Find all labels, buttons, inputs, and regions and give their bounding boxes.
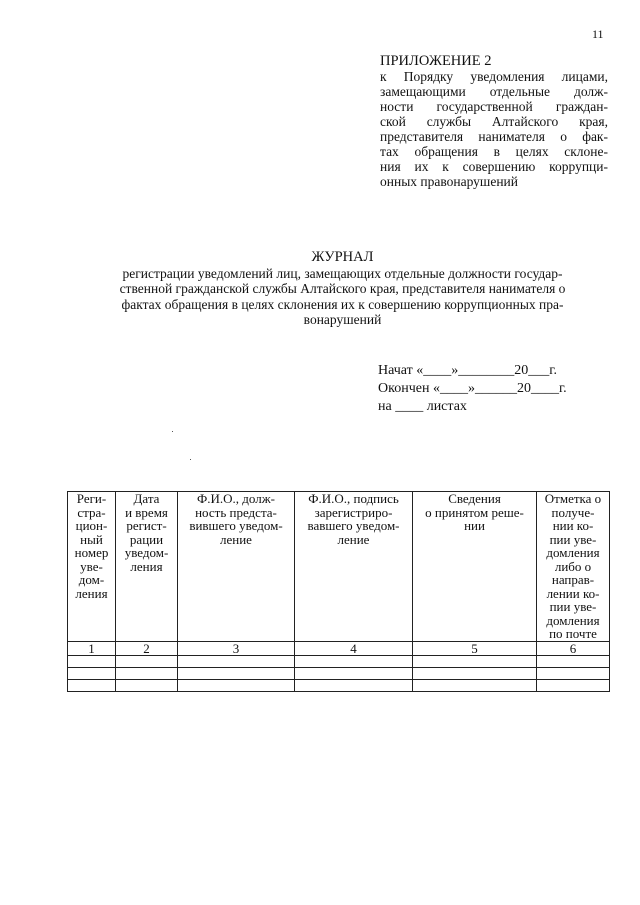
table-cell[interactable] — [116, 679, 178, 691]
started-date-line: Начат «____»________20___г. — [378, 363, 557, 378]
column-number: 5 — [413, 641, 537, 655]
appendix-title: ПРИЛОЖЕНИЕ 2 — [380, 53, 492, 69]
appendix-line: ности государственной граждан- — [380, 99, 608, 114]
journal-table — [67, 491, 610, 692]
sheets-count-line: на ____ листах — [378, 399, 467, 414]
table-cell[interactable] — [413, 655, 537, 667]
appendix-line: ния их к совершению коррупци- — [380, 159, 608, 174]
ended-date-line: Окончен «____»______20____г. — [378, 381, 567, 396]
journal-subtitle-line: фактах обращения в целях склонения их к совершению коррупционных пра- — [121, 296, 564, 312]
page-number: 11 — [592, 27, 604, 41]
column-number: 1 — [68, 641, 116, 655]
column-number: 3 — [178, 641, 295, 655]
table-cell[interactable] — [68, 667, 116, 679]
appendix-line: замещающими отдельные долж- — [380, 84, 608, 99]
header-cell-registration-date: Дата и время регист- рации уведом- ления — [116, 492, 178, 642]
journal-subtitle-line: регистрации уведомлений лиц, замещающих отдельные должности государ- — [122, 265, 563, 281]
appendix-line: к Порядку уведомления лицами, — [380, 69, 608, 84]
appendix-line: представителя нанимателя о фак- — [380, 129, 608, 144]
table-cell[interactable] — [116, 667, 178, 679]
appendix-line: тах обращения в целях склоне- — [380, 144, 608, 159]
appendix-line: онных правонарушений — [380, 174, 518, 189]
journal-subtitle-line: вонарушений — [303, 312, 382, 327]
table-cell[interactable] — [295, 655, 413, 667]
table-number-row — [68, 641, 610, 655]
table-cell[interactable] — [537, 667, 610, 679]
table-row — [68, 667, 610, 679]
table-cell[interactable] — [68, 655, 116, 667]
table-cell[interactable] — [178, 655, 295, 667]
header-cell-submitter: Ф.И.О., долж- ность предста- вившего уведом- ление — [178, 492, 295, 642]
table-cell[interactable] — [413, 679, 537, 691]
journal-title: ЖУРНАЛ — [311, 249, 374, 265]
table-cell[interactable] — [68, 679, 116, 691]
column-number: 2 — [116, 641, 178, 655]
scan-speck — [190, 459, 191, 460]
header-cell-registration-number: Реги- стра- цион- ный номер уве- дом- ления — [68, 492, 116, 642]
table-header-row — [68, 492, 610, 642]
column-number: 6 — [537, 641, 610, 655]
appendix-block — [380, 54, 608, 189]
scan-speck — [172, 431, 173, 432]
table-row — [68, 655, 610, 667]
journal-dates — [378, 362, 603, 416]
table-cell[interactable] — [178, 679, 295, 691]
appendix-line: ской службы Алтайского края, — [380, 114, 608, 129]
table-cell[interactable] — [537, 655, 610, 667]
journal-subtitle-line: ственной гражданской службы Алтайского края, представителя нанимателя о — [119, 281, 566, 296]
column-number: 4 — [295, 641, 413, 655]
table-cell[interactable] — [178, 667, 295, 679]
table-cell[interactable] — [116, 655, 178, 667]
table-cell[interactable] — [295, 679, 413, 691]
table-cell[interactable] — [295, 667, 413, 679]
header-cell-copy-mark: Отметка о получе- нии ко- пии уве- домления либо о направ- лении ко- пии уве- домления по почте — [537, 492, 610, 642]
header-cell-decision: Сведения о принятом реше- нии — [413, 492, 537, 642]
journal-heading — [60, 250, 625, 328]
table-cell[interactable] — [537, 679, 610, 691]
header-cell-registrar: Ф.И.О., подпись зарегистриро- вавшего уведом- ление — [295, 492, 413, 642]
table-row — [68, 679, 610, 691]
table-cell[interactable] — [413, 667, 537, 679]
